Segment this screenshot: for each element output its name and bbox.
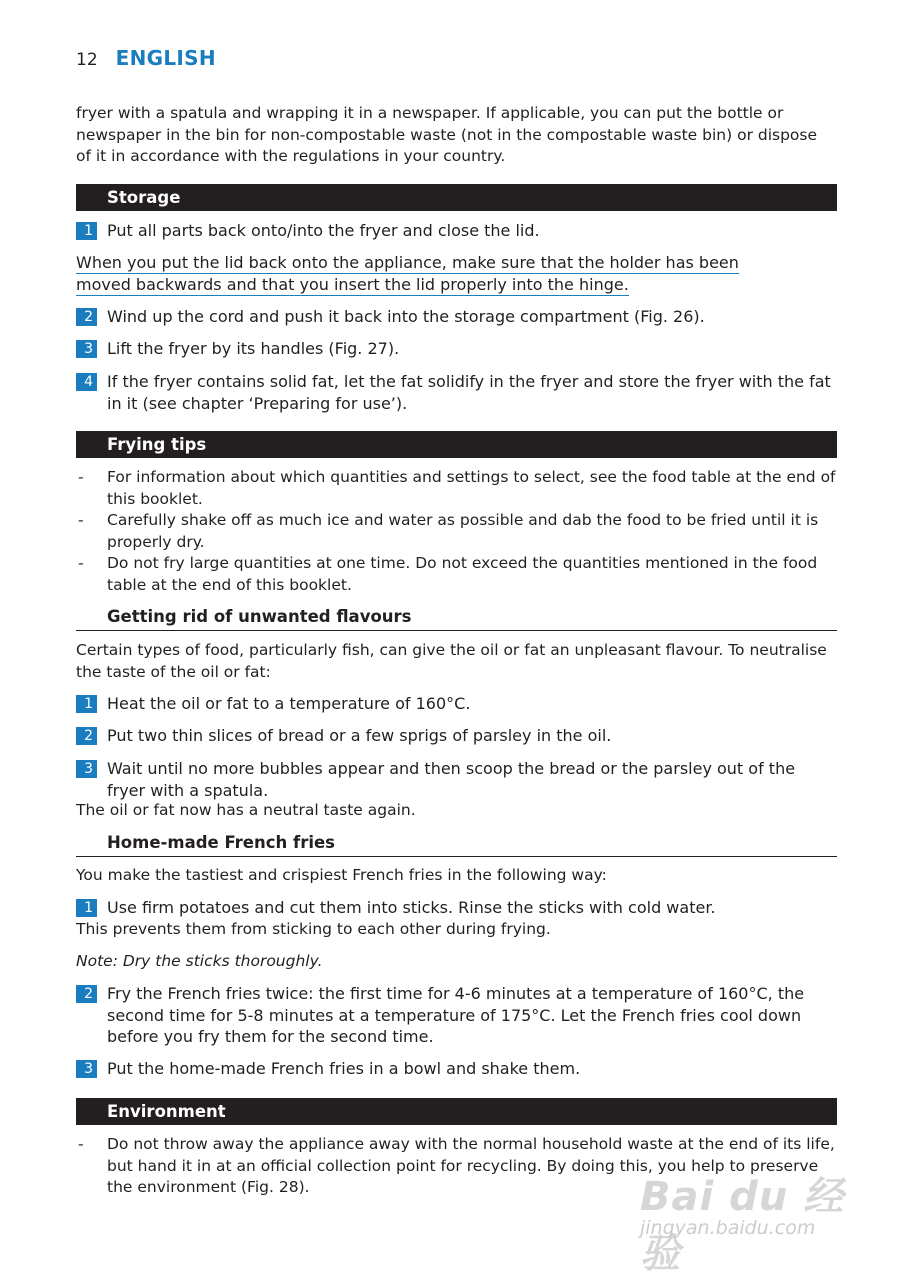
step-text: Lift the fryer by its handles (Fig. 27). <box>107 339 400 358</box>
page-header <box>76 46 216 70</box>
language-label: ENGLISH <box>115 46 216 70</box>
section-heading-storage: Storage <box>76 184 837 211</box>
intro-paragraph: fryer with a spatula and wrapping it in a newspaper. If applicable, you can put the bottle or newspaper in the bin for non-compostable waste (not in the compostable waste bin) or dispose of it in accordance with the regulations in your country. <box>76 104 818 165</box>
step-number: 3 <box>76 760 97 778</box>
step-text: Heat the oil or fat to a temperature of 160°C. <box>107 694 471 713</box>
step-text: Put all parts back onto/into the fryer and close the lid. <box>107 221 540 240</box>
flavours-step-1 <box>76 693 836 715</box>
subheading-flavours: Getting rid of unwanted flavours <box>76 606 837 631</box>
step-number: 1 <box>76 695 97 713</box>
storage-step-2 <box>76 306 836 328</box>
flavours-intro: Certain types of food, particularly fish, can give the oil or fat an unpleasant flavour. To neutralise the taste of the oil or fat: <box>76 641 827 681</box>
storage-step-1 <box>76 220 836 242</box>
fries-intro: You make the tastiest and crispiest French fries in the following way: <box>76 866 607 884</box>
step-number: 3 <box>76 340 97 358</box>
step-number: 3 <box>76 1060 97 1078</box>
baidu-watermark <box>640 1165 850 1277</box>
bullet-text: Do not fry large quantities at one time. Do not exceed the quantities mentioned in the food table at the end of this booklet. <box>107 554 818 594</box>
bullet-text: Carefully shake off as much ice and water as possible and dab the food to be fried until it is properly dry. <box>107 511 819 551</box>
step-number: 2 <box>76 308 97 326</box>
frying-tip-2 <box>76 510 836 553</box>
section-heading-frying-tips: Frying tips <box>76 431 837 458</box>
bullet-text: For information about which quantities and settings to select, see the food table at the end of this booklet. <box>107 468 836 508</box>
step-text: Fry the French fries twice: the first time for 4-6 minutes at a temperature of 160°C, the second time for 5-8 minutes at a temperature of 175°C. Let the French fries cool down before you fry them for the second time. <box>107 984 805 1046</box>
step-number: 1 <box>76 899 97 917</box>
step-text: Use firm potatoes and cut them into sticks. Rinse the sticks with cold water. <box>107 898 716 917</box>
storage-step-3 <box>76 338 836 360</box>
step-text: Wind up the cord and push it back into the storage compartment (Fig. 26). <box>107 307 705 326</box>
bullet-dash: - <box>78 1135 84 1153</box>
page-number: 12 <box>76 50 98 70</box>
step-text: Put the home-made French fries in a bowl and shake them. <box>107 1059 581 1078</box>
fries-step-2 <box>76 983 836 1048</box>
step-number: 2 <box>76 727 97 745</box>
underlined-note-text: When you put the lid back onto the appliance, make sure that the holder has been moved backwards and that you insert the lid properly into the hinge. <box>76 253 739 294</box>
frying-tip-1 <box>76 467 836 510</box>
fries-step-3 <box>76 1058 836 1080</box>
step-text: Wait until no more bubbles appear and then scoop the bread or the parsley out of the fryer with a spatula. <box>107 759 796 800</box>
step-text: If the fryer contains solid fat, let the fat solidify in the fryer and store the fryer with the fat in it (see chapter ‘Preparing for use’). <box>107 372 831 413</box>
flavours-step-3 <box>76 758 836 801</box>
step-number: 1 <box>76 222 97 240</box>
bullet-dash: - <box>78 554 84 572</box>
step-text: Put two thin slices of bread or a few sprigs of parsley in the oil. <box>107 726 612 745</box>
flavours-step-2 <box>76 725 836 747</box>
storage-step-4 <box>76 371 836 414</box>
frying-tip-3 <box>76 553 836 596</box>
bullet-text: Do not throw away the appliance away with the normal household waste at the end of its life, but hand it in at an official collection point for recycling. By doing this, you help to preserve the environment (Fig. 28). <box>107 1135 835 1196</box>
storage-note <box>76 252 788 295</box>
bullet-dash: - <box>78 511 84 529</box>
step-number: 4 <box>76 373 97 391</box>
subheading-french-fries: Home-made French fries <box>76 832 837 857</box>
fries-step-1-subtext: This prevents them from sticking to each other during frying. <box>76 920 551 938</box>
flavours-result: The oil or fat now has a neutral taste again. <box>76 801 416 819</box>
fries-step-1 <box>76 897 836 919</box>
fries-note: Note: Dry the sticks thoroughly. <box>76 952 323 970</box>
watermark-url: jingyan.baidu.com <box>640 1217 816 1239</box>
bullet-dash: - <box>78 468 84 486</box>
watermark-logo-text: Bai du 经验 <box>640 1174 845 1277</box>
step-number: 2 <box>76 985 97 1003</box>
section-heading-environment: Environment <box>76 1098 837 1125</box>
